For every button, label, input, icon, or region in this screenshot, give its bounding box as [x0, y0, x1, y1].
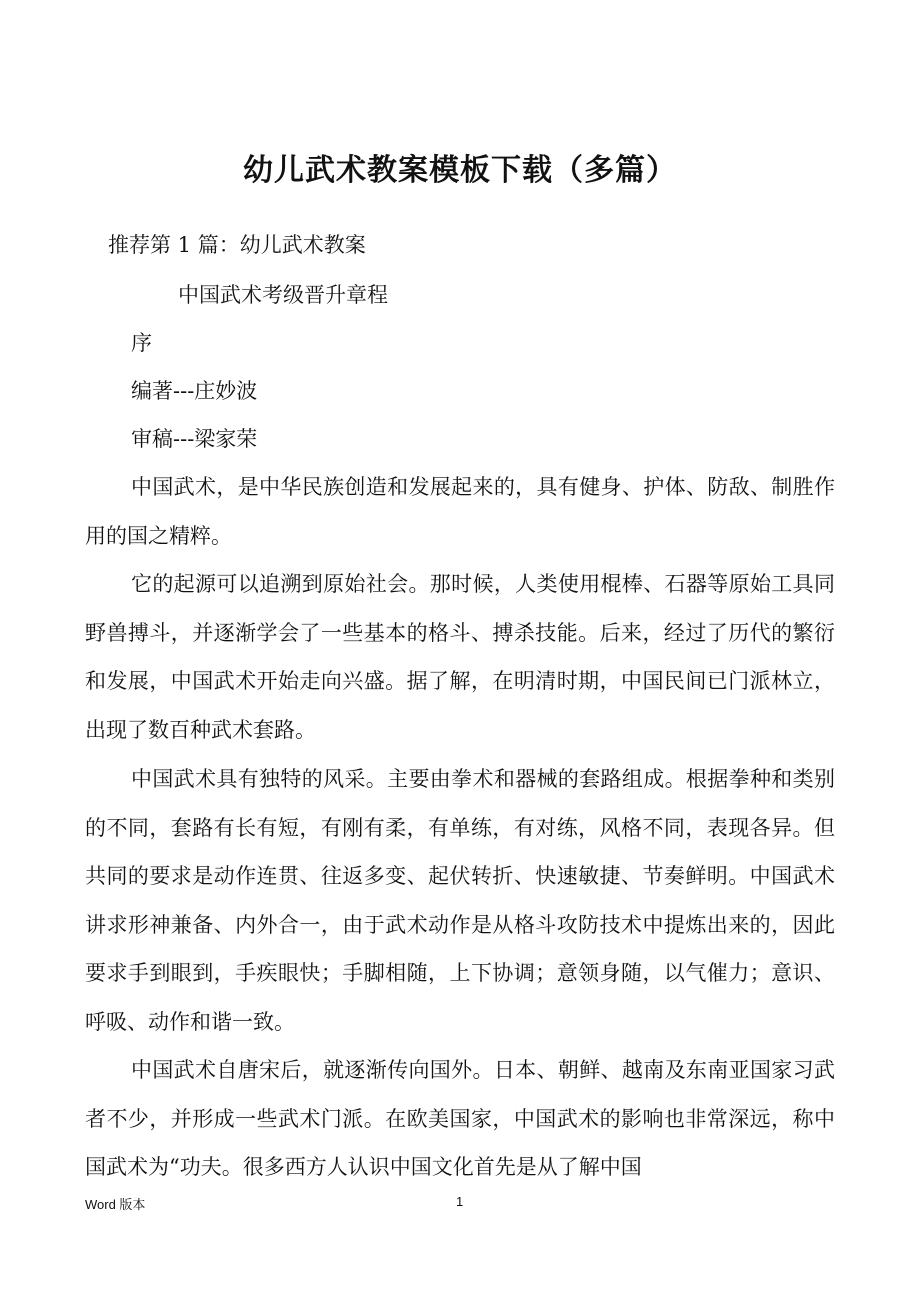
- section-label: 序: [131, 331, 152, 355]
- paragraph-3: 中国武术具有独特的风采。主要由拳术和器械的套路组成。根据拳种和类别的不同，套路有长有短，有刚有柔，有单练，有对练，风格不同，表现各异。但共同的要求是动作连贯、往返多变、起伏转折、快速敏捷、节奏鲜明。中国武术讲求形神兼备、内外合一，由于武术动作是从格斗攻防技术中提炼出来的，因此要求手到眼到，手疾眼快；手脚相随，上下协调；意领身随，以气催力；意识、呼吸、动作和谐一致。: [85, 767, 835, 1034]
- page-number: 1: [456, 1194, 464, 1209]
- recommend-heading: 推荐第 1 篇：幼儿武术教案: [108, 233, 366, 257]
- paragraph-1: 中国武术，是中华民族创造和发展起来的，具有健身、护体、防敌、制胜作用的国之精粹。: [85, 475, 835, 548]
- footer-label: Word 版本: [85, 1197, 146, 1212]
- reviewer-line: 审稿---梁家荣: [131, 427, 258, 451]
- author-line: 编著---庄妙波: [131, 379, 258, 403]
- paragraph-2: 它的起源可以追溯到原始社会。那时候，人类使用棍棒、石器等原始工具同野兽搏斗，并逐渐学会了一些基本的格斗、搏杀技能。后来，经过了历代的繁衍和发展，中国武术开始走向兴盛。据了解，在明清时期，中国民间已门派林立，出现了数百种武术套路。: [85, 572, 835, 742]
- document-title: 幼儿武术教案模板下载（多篇）: [243, 153, 677, 188]
- subtitle: 中国武术考级晋升章程: [178, 283, 388, 307]
- paragraph-4: 中国武术自唐宋后，就逐渐传向国外。日本、朝鲜、越南及东南亚国家习武者不少，并形成一些武术门派。在欧美国家，中国武术的影响也非常深远，称中国武术为“功夫。很多西方人认识中国文化首先是从了解中国: [85, 1058, 835, 1179]
